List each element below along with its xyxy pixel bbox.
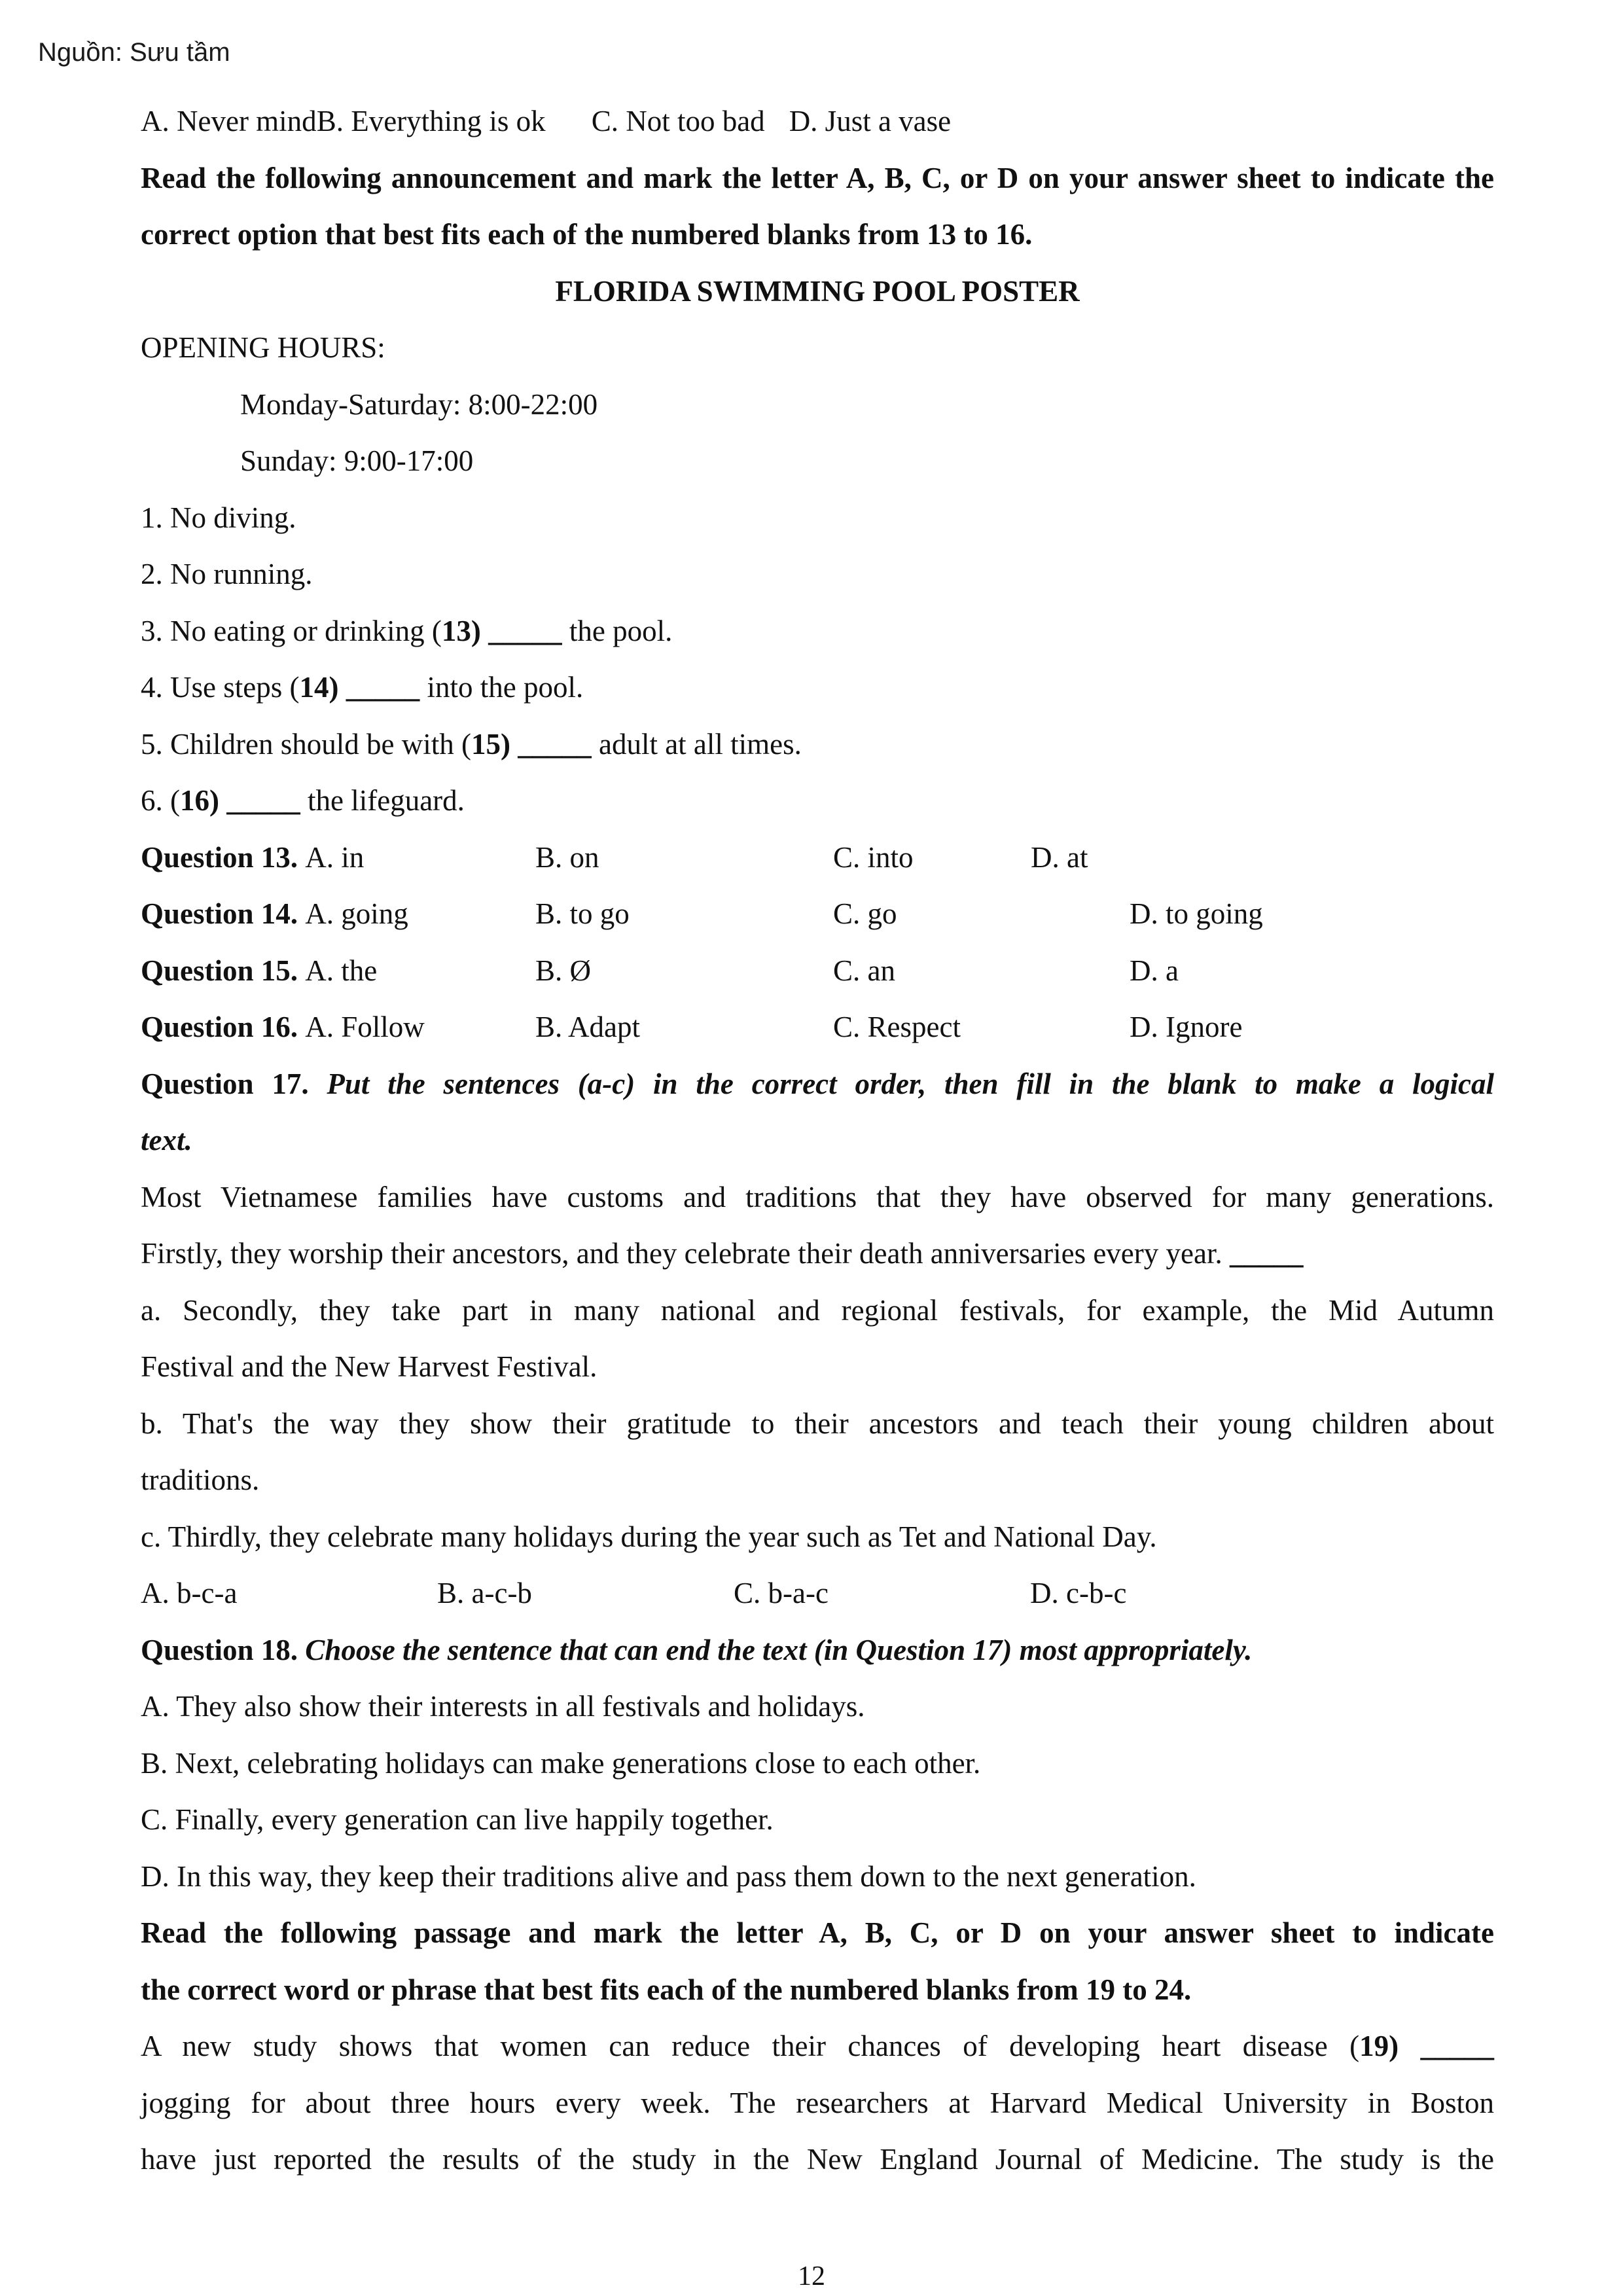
blank-number: 19: [1359, 2030, 1389, 2062]
option-a: A. in: [305, 840, 365, 874]
blank-line: ) _____: [329, 671, 420, 704]
blank-line: ) _____: [500, 727, 592, 761]
q18-option-b: B. Next, celebrating holidays can make generations close to each other.: [141, 1746, 981, 1780]
question-label: Question 15.: [141, 954, 298, 987]
q17-sentence-a-end: Festival and the New Harvest Festival.: [141, 1350, 597, 1383]
q17-prompt: Question 17. Put the sentences (a-c) in the correct order, then fill in the blank to make a logical: [141, 1067, 1495, 1100]
poster-rule: 1. No diving.: [141, 501, 296, 534]
question-label: Question 13.: [141, 840, 298, 874]
blank-number: 15: [471, 727, 501, 761]
question-label: Question 16.: [141, 1011, 298, 1043]
blank-number: 16: [180, 784, 209, 817]
blank-number: 13: [441, 614, 471, 647]
option-c: C. go: [833, 897, 897, 930]
option-a: A. Follow: [305, 1011, 425, 1043]
q17-text: Most Vietnamese families have customs and traditions that they have observed for many generations.: [141, 1180, 1494, 1213]
hours-weekday: Monday-Saturday: 8:00-22:00: [240, 387, 598, 421]
q18-prompt: Question 18. Choose the sentence that can end the text (in Question 17) most appropriately.: [141, 1633, 1253, 1666]
blank-line: _____: [1229, 1237, 1304, 1270]
blank-number: 14: [299, 671, 329, 704]
option-d: D. a: [1130, 954, 1179, 987]
q12-options: [141, 93, 1494, 150]
option-d: D. c-b-c: [1030, 1577, 1127, 1609]
passage-line: A new study shows that women can reduce their chances of developing heart disease (19) _____: [141, 2030, 1494, 2062]
blank-line: ) _____: [471, 614, 562, 647]
passage-line: have just reported the results of the study in the New England Journal of Medicine. The study is the: [141, 2143, 1494, 2176]
blank-line: ) _____: [209, 784, 300, 817]
q12-option-c: C. Not too bad: [591, 105, 765, 137]
option-c: C. b-a-c: [734, 1577, 829, 1609]
option-a: A. b-c-a: [141, 1577, 238, 1609]
option-a: A. going: [305, 897, 408, 930]
instruction-13-16: Read the following announcement and mark the letter A, B, C, or D on your answer sheet to indicate the correct option that best fits each of the numbered blanks from 13 to 16.: [141, 161, 1494, 251]
instruction-19-24-end: the correct word or phrase that best fits each of the numbered blanks from 19 to 24.: [141, 1973, 1192, 2006]
poster-rule: 6. (16) _____ the lifeguard.: [141, 784, 465, 817]
q18-option-d: D. In this way, they keep their traditions alive and pass them down to the next generation.: [141, 1859, 1196, 1893]
option-b: B. a-c-b: [437, 1577, 532, 1609]
q17-sentence-c: c. Thirdly, they celebrate many holidays during the year such as Tet and National Day.: [141, 1520, 1157, 1553]
source-label: Nguồn: Sưu tầm: [38, 38, 230, 67]
option-b: B. on: [535, 840, 599, 874]
q17-sentence-b-end: traditions.: [141, 1463, 260, 1496]
page-number: 12: [798, 2261, 825, 2291]
question-15: [141, 942, 1494, 999]
q12-option-b: B. Everything is ok: [316, 105, 546, 137]
document-page: [141, 93, 1494, 2188]
poster-rule: 2. No running.: [141, 558, 313, 590]
blank-line: ) _____: [1389, 2030, 1494, 2062]
option-c: C. Respect: [833, 1011, 961, 1043]
option-d: D. Ignore: [1130, 1011, 1243, 1043]
option-d: D. at: [1031, 840, 1088, 874]
question-13: [141, 829, 1494, 886]
q17-sentence-a: a. Secondly, they take part in many national and regional festivals, for example, the Mid Autumn: [141, 1293, 1494, 1327]
q17-text: Firstly, they worship their ancestors, and they celebrate their death anniversaries every year. _____: [141, 1237, 1304, 1270]
question-14: [141, 886, 1494, 942]
option-b: B. Ø: [535, 954, 592, 987]
q18-option-a: A. They also show their interests in all festivals and holidays.: [141, 1690, 865, 1723]
q12-option-a: A. Never mind: [141, 105, 317, 137]
question-label: Question 17.: [141, 1067, 309, 1100]
q12-option-d: D. Just a vase: [789, 105, 952, 137]
option-c: C. an: [833, 954, 895, 987]
question-16: [141, 999, 1494, 1056]
option-a: A. the: [305, 954, 378, 987]
q17-options: [141, 1565, 1494, 1622]
poster-title: FLORIDA SWIMMING POOL POSTER: [555, 274, 1080, 308]
option-d: D. to going: [1130, 897, 1263, 930]
q18-option-c: C. Finally, every generation can live happily together.: [141, 1803, 774, 1836]
question-label: Question 14.: [141, 897, 298, 930]
question-label: Question 18.: [141, 1633, 298, 1666]
passage-line: jogging for about three hours every week. The researchers at Harvard Medical University in Boston: [141, 2086, 1494, 2119]
q17-sentence-b: b. That's the way they show their gratitude to their ancestors and teach their young children about: [141, 1407, 1494, 1440]
option-c: C. into: [833, 840, 914, 874]
poster-rule: 4. Use steps (14) _____ into the pool.: [141, 671, 584, 704]
poster-rule: 3. No eating or drinking (13) _____ the pool.: [141, 614, 673, 647]
q17-prompt-end: text.: [141, 1124, 192, 1157]
hours-sunday: Sunday: 9:00-17:00: [240, 444, 474, 477]
option-b: B. Adapt: [535, 1011, 641, 1043]
poster-rule: 5. Children should be with (15) _____ adult at all times.: [141, 727, 802, 761]
opening-hours-label: OPENING HOURS:: [141, 331, 385, 364]
instruction-19-24: Read the following passage and mark the letter A, B, C, or D on your answer sheet to indicate: [141, 1916, 1494, 1949]
option-b: B. to go: [535, 897, 630, 930]
